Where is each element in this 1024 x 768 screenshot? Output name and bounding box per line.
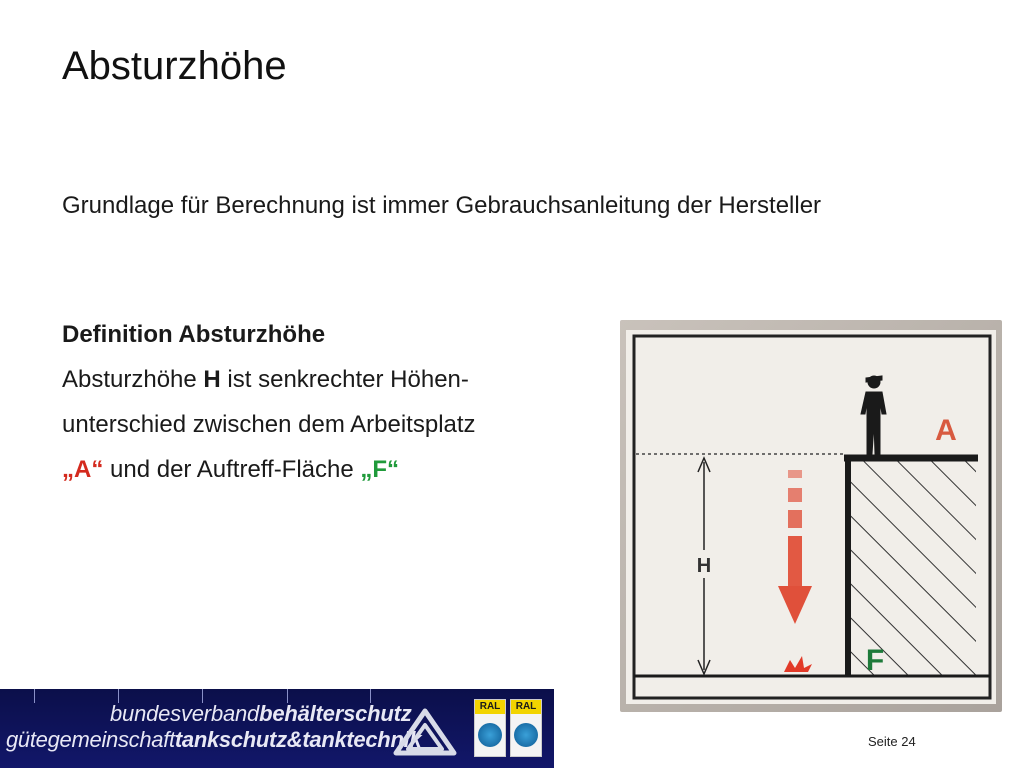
footer-banner — [0, 689, 554, 768]
association-logo-icon — [392, 707, 458, 757]
page-number: Seite 24 — [868, 734, 916, 749]
definition-line-3-mid: und der Auftreff-Fläche — [103, 456, 361, 483]
fall-height-diagram-photo — [620, 320, 1002, 712]
height-symbol: H — [203, 366, 221, 393]
ral-seal-icon — [478, 723, 502, 747]
definition-line-1-post: ist senkrechter Höhen- — [220, 366, 469, 393]
ral-badge-tanktechnik: RAL — [510, 699, 542, 757]
definition-heading: Definition Absturzhöhe — [62, 321, 326, 348]
definition-line-3 — [62, 447, 622, 492]
definition-line-2: unterschied zwischen dem Arbeitsplatz — [62, 411, 476, 438]
org-name-bundesverband: bundesverbandbehälterschutz — [110, 701, 412, 726]
definition-block — [62, 312, 622, 492]
label-f: F — [865, 644, 885, 677]
label-f-quote: „F“ — [360, 456, 400, 483]
definition-line-1-pre: Absturzhöhe — [62, 366, 204, 393]
label-a: A — [935, 414, 957, 447]
ral-seal-icon — [514, 723, 538, 747]
label-h: H — [696, 555, 712, 577]
definition-line-1 — [62, 357, 622, 402]
label-a-quote: „A“ — [62, 456, 104, 483]
fall-height-diagram — [620, 320, 1002, 712]
slide-title: Absturzhöhe — [62, 44, 287, 88]
org-name-guetegemeinschaft: gütegemeinschafttankschutz&tanktechnik — [6, 727, 422, 752]
ral-badge-tankschutz: RAL — [474, 699, 506, 757]
intro-paragraph: Grundlage für Berechnung ist immer Gebrauchsanleitung der Hersteller — [62, 192, 822, 219]
